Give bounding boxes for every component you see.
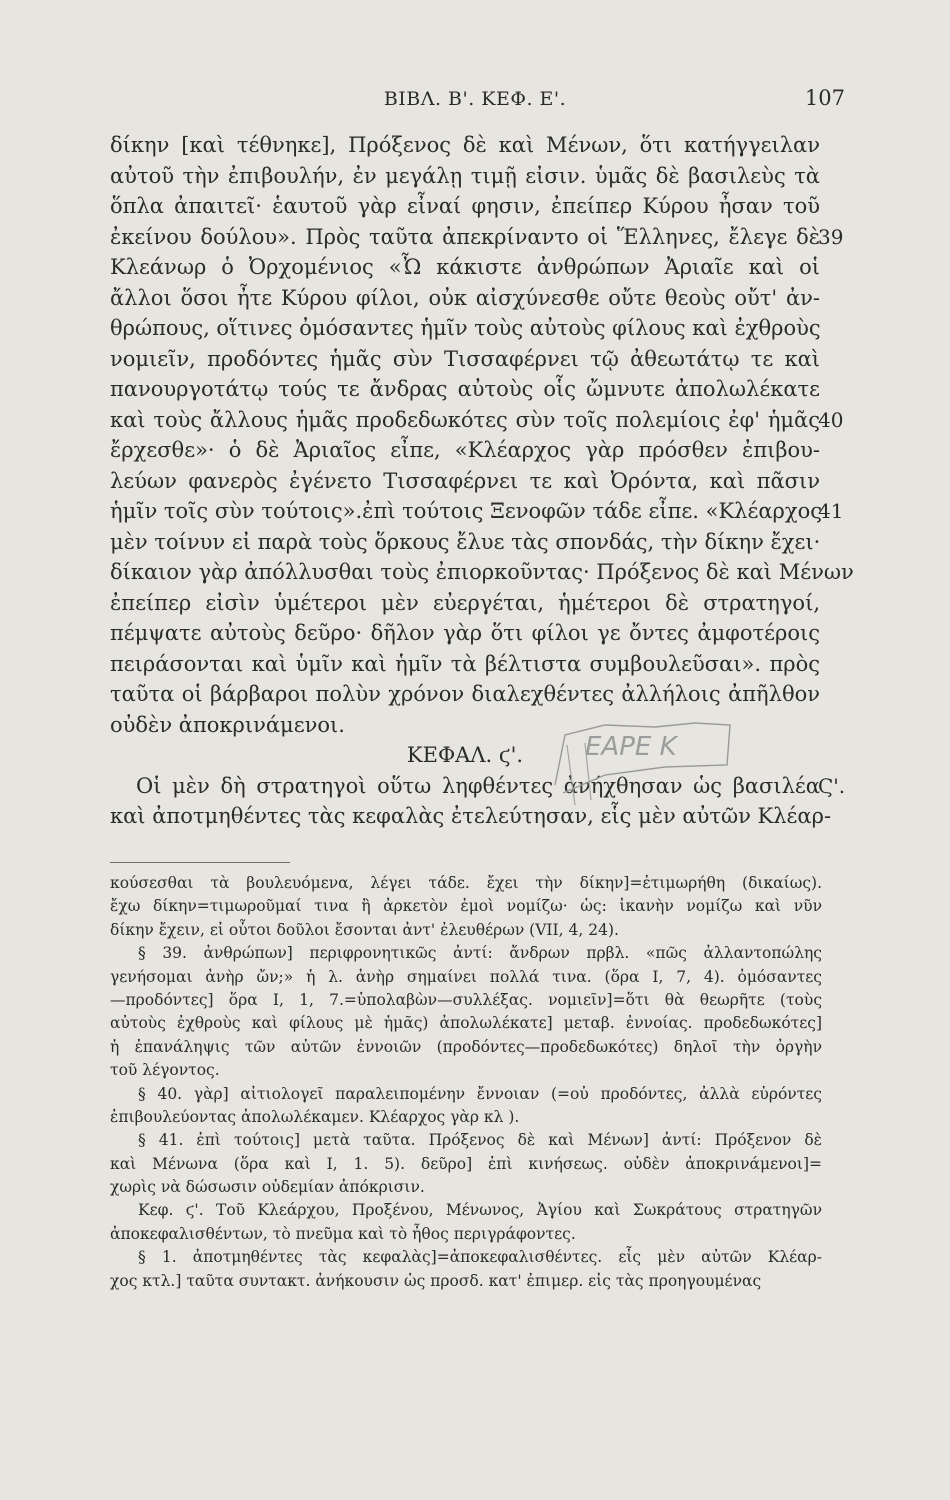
text-line: πειράσονται καὶ ὑμῖν καὶ ἡμῖν τὰ βέλτιστα συμβουλεῦσαι». πρὸς: [110, 651, 820, 676]
note-line: § 41. ἐπὶ τούτοις] μετὰ ταῦτα. Πρόξενος δὲ καὶ Μένων] ἀντί: Πρόξενον δὲ: [138, 1131, 822, 1150]
text-line: αὐτοῦ τὴν ἐπιβουλήν, ἐν μεγάλῃ τιμῇ εἰσιν. ὑμᾶς δὲ βασιλεὺς τὰ: [110, 163, 820, 188]
text-line: μὲν τοίνυν εἰ παρὰ τοὺς ὅρκους ἔλυε τὰς σπονδάς, τὴν δίκην ἔχει·: [110, 529, 821, 554]
note-line: —προδόντες] ὅρα I, 1, 7.=ὑπολαβὼν—συλλέξας. νομιεῖν]=ὅτι θὰ θεωρῆτε (τοὺς: [110, 990, 822, 1009]
note-line: τοῦ λέγοντος.: [110, 1061, 220, 1080]
pencil-scribble: [545, 705, 740, 815]
text-line: νομιεῖν, προδόντες ἡμᾶς σὺν Τισσαφέρνει τῷ ἀθεωτάτῳ τε καὶ: [110, 346, 820, 371]
note-line: κούσεσθαι τὰ βουλευόμενα, λέγει τάδε. ἔχει τὴν δίκην]=ἐτιμωρήθη (δικαίως).: [110, 874, 822, 892]
note-line: χωρὶς νὰ δώσωσιν οὐδεμίαν ἀπόκρισιν.: [110, 1178, 425, 1197]
text-line: θρώπους, οἵτινες ὀμόσαντες ἡμῖν τοὺς αὐτοὺς φίλους καὶ ἐχθροὺς: [110, 316, 821, 340]
running-head: ΒΙΒΛ. Β'. ΚΕΦ. Ε'.: [383, 88, 567, 110]
note-line: καὶ Μένωνα (ὅρα καὶ I, 1. 5). δεῦρο] ἐπὶ κινήσεως. οὐδὲν ἀποκρινάμενοι]=: [110, 1154, 822, 1173]
note-line: ἡ ἐπανάληψις τῶν αὐτῶν ἐννοιῶν (προδόντες—προδεδωκότες) δηλοῖ τὴν ὀργὴν: [110, 1037, 822, 1056]
note-line: § 39. ἀνθρώπων] περιφρονητικῶς ἀντί: ἄνδρων πρβλ. «πῶς ἀλλαντοπώλης: [138, 944, 822, 963]
text-line: ἔρχεσθε»· ὁ δὲ Ἀριαῖος εἶπε, «Κλέαρχος γὰρ πρόσθεν ἐπιβου-: [110, 438, 820, 462]
text-line: οὐδὲν ἀποκρινάμενοι.: [110, 712, 345, 737]
section-number-39: 39: [818, 224, 844, 249]
note-line: ἀποκεφαλισθέντων, τὸ πνεῦμα καὶ τὸ ἦθος περιγράφοντες.: [110, 1224, 576, 1243]
section-number-40: 40: [818, 407, 844, 432]
text-line-content: ἡμῖν τοῖς σὺν τούτοις».ἐπὶ τούτοις Ξενοφῶν τάδε εἶπε. «Κλέαρχος: [110, 499, 822, 523]
note-line: ἔχω δίκην=τιμωροῦμαί τινα ἢ ἀρκετὸν ἐμοὶ νομίζω· ὡς: ἱκανὴν νομίζω καὶ νῦν: [110, 897, 822, 916]
chapter-heading: ΚΕΦΑΛ. ϛ'.: [406, 743, 524, 767]
note-line: γενήσομαι ἀνὴρ ὤν;» ἡ λ. ἀνὴρ σημαίνει πολλά τινα. (ὅρα I, 7, 4). ὀμόσαντες: [110, 967, 822, 986]
section-number-41: 41: [818, 499, 844, 523]
text-line: δίκαιον γὰρ ἀπόλλυσθαι τοὺς ἐπιορκοῦντας· Πρόξενος δὲ καὶ Μένων: [110, 560, 854, 584]
text-line: [110, 222, 844, 253]
text-line: ταῦτα οἱ βάρβαροι πολὺν χρόνον διαλεχθέντες ἀλλήλοις ἀπῆλθον: [110, 682, 820, 706]
note-line: δίκην ἔχειν, εἰ οὗτοι δοῦλοι ἔσονται ἀντ' ἐλευθέρων (VII, 4, 24).: [110, 920, 619, 939]
scribble-text: ΕΑΡΕ Κ: [585, 732, 677, 762]
text-line: λεύων φανερὸς ἐγένετο Τισσαφέρνει τε καὶ Ὀρόντα, καὶ πᾶσιν: [110, 468, 820, 493]
note-line: ἐπιβουλεύοντας ἀπολωλέκαμεν. Κλέαρχος γὰρ κλ ).: [110, 1107, 520, 1126]
note-line: αὐτοὺς ἐχθροὺς καὶ φίλους μὲ ἡμᾶς) ἀπολωλέκατε] μεταβ. ἐννοίας. προδεδωκότες]: [110, 1014, 822, 1033]
page-header: [0, 88, 950, 118]
section-number-chapter: Ϛ'.: [818, 773, 846, 798]
note-line: § 1. ἀποτμηθέντες τὰς κεφαλὰς]=ἀποκεφαλισθέντες. εἷς μὲν αὐτῶν Κλέαρ-: [138, 1248, 822, 1267]
text-line-content: καὶ τοὺς ἄλλους ἡμᾶς προδεδωκότες σὺν τοῖς πολεμίοις ἐφ' ἡμᾶς: [110, 407, 820, 432]
page-number: 107: [804, 86, 845, 110]
text-line: [110, 405, 844, 436]
text-line: [110, 496, 844, 527]
text-line-content: Οἱ μὲν δὴ στρατηγοὶ οὕτω ληφθέντες ἀνήχθησαν ὡς βασιλέα: [136, 773, 820, 798]
note-line: χος κτλ.] ταῦτα συντακτ. ἀνήκουσιν ὡς προσδ. κατ' ἐπιμερ. εἰς τὰς προηγουμένας: [110, 1271, 762, 1290]
note-line: § 40. γὰρ] αἰτιολογεῖ παραλειπομένην ἔννοιαν (=οὐ προδόντες, ἀλλὰ εὑρόντες: [138, 1084, 822, 1103]
footnotes: [110, 872, 822, 1293]
note-line: Κεφ. ϛ'. Τοῦ Κλεάρχου, Προξένου, Μένωνος, Ἀγίου καὶ Σωκράτους στρατηγῶν: [138, 1201, 822, 1220]
footnote-divider: [110, 862, 290, 863]
text-line: καὶ ἀποτμηθέντες τὰς κεφαλὰς ἐτελεύτησαν, εἷς μὲν αὐτῶν Κλέαρ-: [110, 804, 832, 828]
text-line: πανουργοτάτῳ τούς τε ἄνδρας αὐτοὺς οἷς ὤμνυτε ἀπολωλέκατε: [110, 377, 820, 401]
text-line: ἐπείπερ εἰσὶν ὑμέτεροι μὲν εὐεργέται, ἡμέτεροι δὲ στρατηγοί,: [110, 590, 820, 615]
text-line-content: ἐκείνου δούλου». Πρὸς ταῦτα ἀπεκρίναντο οἱ Ἕλληνες, ἔλεγε δὲ: [110, 224, 820, 249]
text-line: ἄλλοι ὅσοι ἦτε Κύρου φίλοι, οὐκ αἰσχύνεσθε οὔτε θεοὺς οὔτ' ἀν-: [110, 285, 820, 310]
text-line: πέμψατε αὐτοὺς δεῦρο· δῆλον γὰρ ὅτι φίλοι γε ὄντες ἀμφοτέροις: [110, 621, 820, 645]
text-line: Κλεάνωρ ὁ Ὀρχομένιος «Ὦ κάκιστε ἀνθρώπων Ἀριαῖε καὶ οἱ: [110, 255, 820, 279]
text-line: ὅπλα ἀπαιτεῖ· ἑαυτοῦ γὰρ εἶναί φησιν, ἐπείπερ Κύρου ἦσαν τοῦ: [110, 194, 820, 218]
text-line: δίκην [καὶ τέθνηκε], Πρόξενος δὲ καὶ Μένων, ὅτι κατήγγειλαν: [110, 133, 820, 157]
